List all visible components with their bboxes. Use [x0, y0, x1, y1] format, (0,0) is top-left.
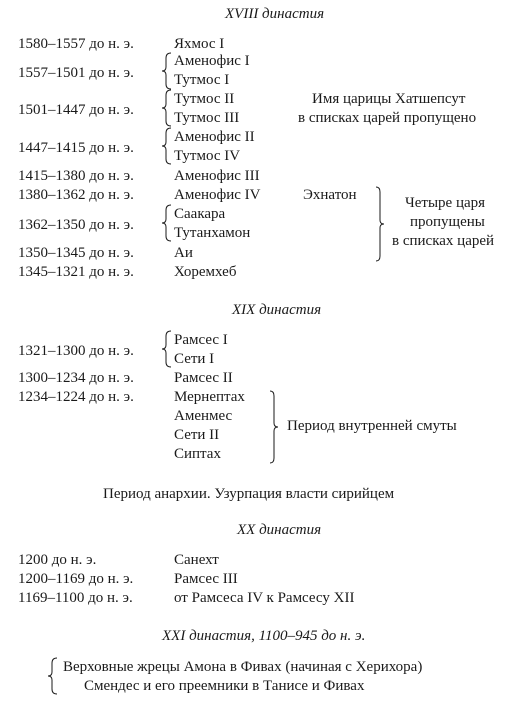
date-ramses2: 1300–1234 до н. э. — [18, 370, 134, 386]
ruler-amenophis3: Аменофис III — [174, 168, 260, 184]
heading-dynasty-18: XVIII династия — [225, 6, 325, 22]
left-brace-group4 — [160, 204, 174, 242]
date-amenophis1: 1557–1501 до н. э. — [18, 65, 134, 81]
ruler-seti2: Сети II — [174, 427, 220, 443]
heading-dynasty-19: XIX династия — [232, 302, 322, 318]
ruler-yahmos: Яхмос I — [174, 36, 225, 52]
date-amenophis2: 1447–1415 до н. э. — [18, 140, 134, 156]
ruler-tutmos3: Тутмос III — [174, 110, 240, 126]
ruler-tutankhamun: Тутанхамон — [174, 225, 251, 241]
anarchy-period: Период анархии. Узурпация власти сирийцем — [103, 486, 395, 502]
ruler-ai: Аи — [174, 245, 193, 261]
right-brace-unrest — [268, 390, 280, 464]
date-saakara: 1362–1350 до н. э. — [18, 217, 134, 233]
left-brace-group1 — [160, 52, 174, 90]
date-amenophis3: 1415–1380 до н. э. — [18, 168, 134, 184]
date-merneptah: 1234–1224 до н. э. — [18, 389, 134, 405]
right-brace-four-kings — [374, 186, 386, 262]
date-ramses1: 1321–1300 до н. э. — [18, 343, 134, 359]
ruler-siptah: Сиптах — [174, 446, 221, 462]
ruler-amenophis2: Аменофис II — [174, 129, 255, 145]
date-horemheb: 1345–1321 до н. э. — [18, 264, 134, 280]
heading-dynasty-20: XX династия — [237, 522, 322, 538]
note-four-kings-line3: в списках царей — [392, 233, 495, 249]
ruler-saakara: Саакара — [174, 206, 226, 222]
date-yahmos: 1580–1557 до н. э. — [18, 36, 134, 52]
ruler-merneptah: Мернептах — [174, 389, 245, 405]
note-hatshepsut-line1: Имя царицы Хатшепсут — [312, 91, 466, 107]
ruler-amenophis1: Аменофис I — [174, 53, 250, 69]
ruler-amenophis4: Аменофис IV — [174, 187, 261, 203]
ruler-tutmos2: Тутмос II — [174, 91, 235, 107]
ruler-ramses4-12: от Рамсеса IV к Рамсесу XII — [174, 590, 355, 606]
dynasty21-line1: Верховные жрецы Амона в Фивах (начиная с Херихора) — [63, 659, 423, 675]
ruler-tutmos4: Тутмос IV — [174, 148, 241, 164]
note-four-kings-line1: Четыре царя — [405, 195, 486, 211]
dynasty21-line2: Смендес и его преемники в Танисе и Фивах — [84, 678, 365, 694]
ruler-tutmos1: Тутмос I — [174, 72, 230, 88]
left-brace-group2 — [160, 89, 174, 127]
date-ramses4-12: 1169–1100 до н. э. — [18, 590, 133, 606]
date-ramses3: 1200–1169 до н. э. — [18, 571, 134, 587]
left-brace-group3 — [160, 127, 174, 165]
ruler-ramses2: Рамсес II — [174, 370, 233, 386]
heading-dynasty-21: XXI династия, 1100–945 до н. э. — [162, 628, 366, 644]
ruler-ramses1: Рамсес I — [174, 332, 228, 348]
ruler-sanekht: Санехт — [174, 552, 219, 568]
ruler-amenmes: Аменмес — [174, 408, 233, 424]
left-brace-group5 — [160, 330, 174, 368]
note-unrest: Период внутренней смуты — [287, 418, 457, 434]
left-brace-dynasty-21 — [46, 657, 60, 695]
date-tutmos2: 1501–1447 до н. э. — [18, 102, 134, 118]
ruler-seti1: Сети I — [174, 351, 215, 367]
note-hatshepsut-line2: в списках царей пропущено — [298, 110, 477, 126]
note-four-kings-line2: пропущены — [410, 214, 485, 230]
date-sanekht: 1200 до н. э. — [18, 552, 97, 568]
ruler-ramses3: Рамсес III — [174, 571, 238, 587]
ruler-horemheb: Хоремхеб — [174, 264, 237, 280]
date-amenophis4: 1380–1362 до н. э. — [18, 187, 134, 203]
date-ai: 1350–1345 до н. э. — [18, 245, 134, 261]
ruler-akhenaten-alias: Эхнатон — [303, 187, 357, 203]
